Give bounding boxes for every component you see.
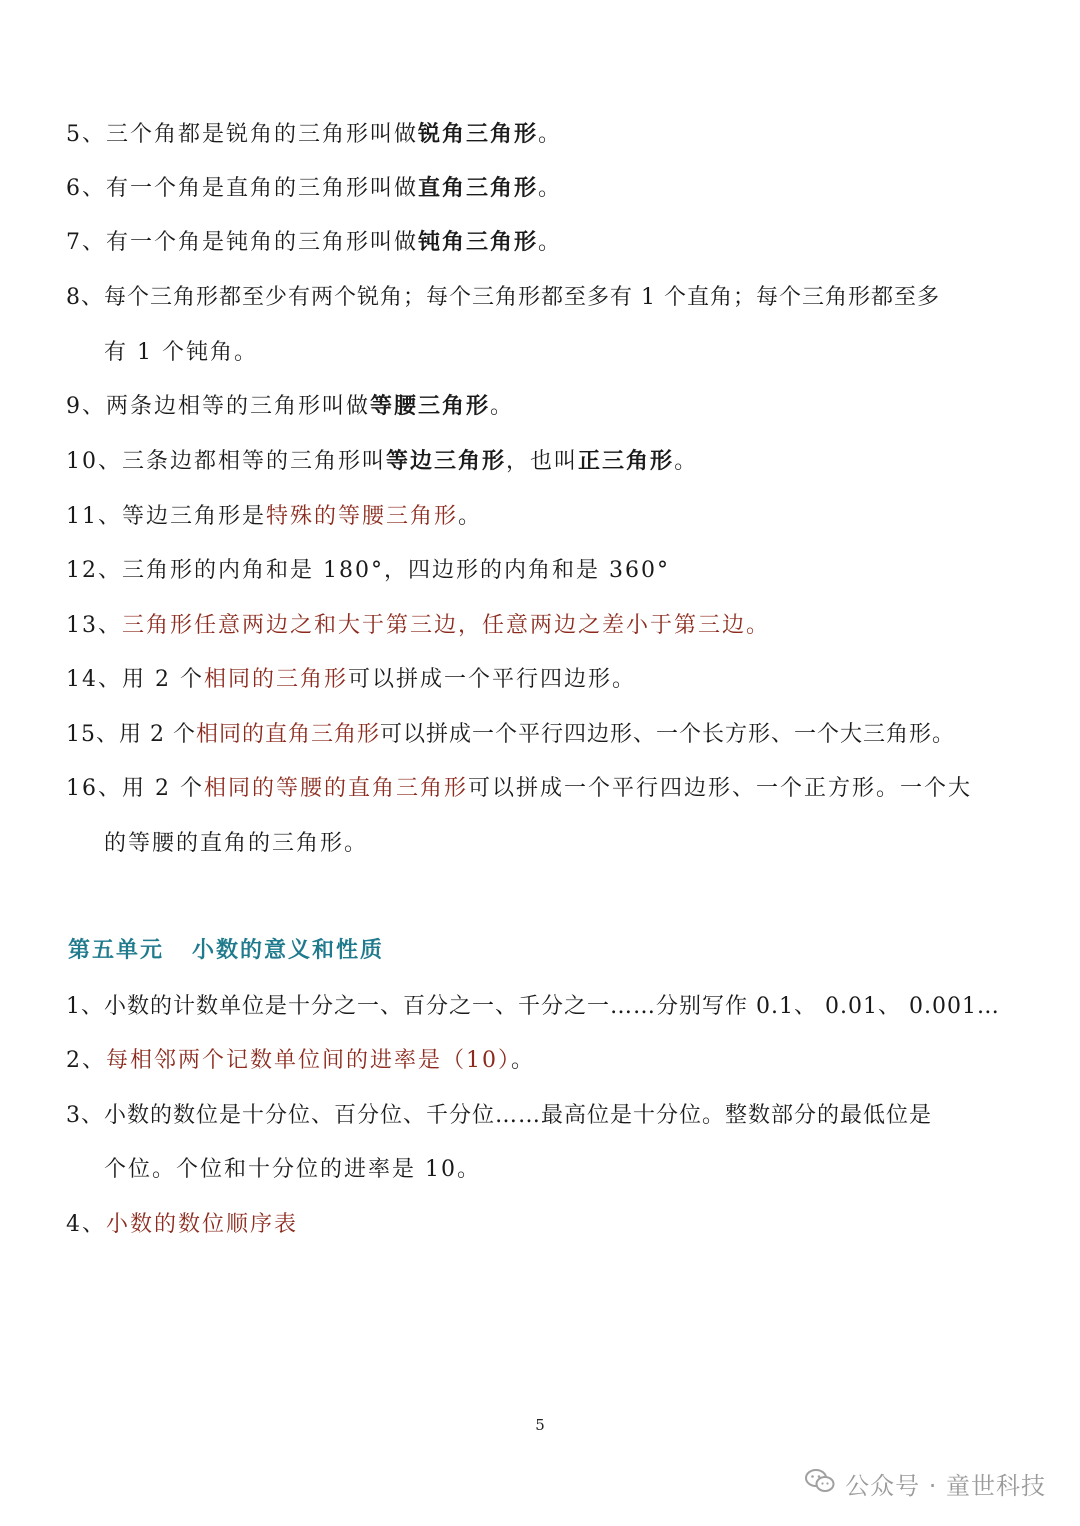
item-text: 用 2 个: [119, 722, 196, 747]
item-text: 。: [490, 394, 515, 419]
page-number: 5: [535, 1416, 545, 1434]
item-8: [66, 283, 940, 313]
item-text: 。: [458, 504, 483, 529]
item-text: 。: [511, 1048, 536, 1073]
item-14: [66, 665, 636, 695]
unit5-item-2: [66, 1046, 535, 1076]
item-number: 15、: [66, 722, 119, 747]
item-10: [66, 447, 698, 477]
term-bold: 等腰三角形: [370, 394, 491, 419]
item-number: 16、: [66, 776, 122, 801]
unit-number: 第五单元: [68, 938, 165, 963]
item-text: 。: [538, 176, 563, 201]
unit5-item-3-continued: [104, 1155, 481, 1185]
unit5-item-1: [66, 992, 1000, 1022]
item-text: 三个角都是锐角的三角形叫做: [106, 122, 419, 147]
item-9: [66, 392, 514, 422]
item-12: [66, 556, 670, 586]
item-number: 4、: [66, 1212, 106, 1237]
item-7: [66, 228, 562, 258]
watermark: [805, 1466, 1046, 1501]
item-5: [66, 120, 562, 150]
item-number: 1、: [66, 994, 104, 1019]
unit5-item-4: [66, 1210, 298, 1240]
term-bold: 直角三角形: [418, 176, 539, 201]
item-number: 12、: [66, 558, 122, 583]
item-text: 两条边相等的三角形叫做: [106, 394, 371, 419]
item-text: 用 2 个: [122, 667, 204, 692]
item-text: 三角形的内角和是 180°，四边形的内角和是 360°: [122, 558, 670, 583]
item-number: 5、: [66, 122, 106, 147]
item-text: 三条边都相等的三角形叫: [122, 449, 387, 474]
item-text: 等边三角形是: [122, 504, 267, 529]
item-number: 7、: [66, 230, 106, 255]
term-bold: 正三角形: [578, 449, 675, 474]
item-6: [66, 174, 562, 204]
item-number: 11、: [66, 504, 122, 529]
item-number: 9、: [66, 394, 106, 419]
item-text: 用 2 个: [122, 776, 204, 801]
unit-title: 小数的意义和性质: [192, 938, 385, 963]
item-number: 10、: [66, 449, 122, 474]
term-bold: 锐角三角形: [418, 122, 539, 147]
item-15: [66, 720, 955, 750]
wechat-icon: [805, 1468, 845, 1500]
highlight-text: 相同的等腰的直角三角形: [203, 776, 468, 801]
item-text: 有一个角是直角的三角形叫做: [106, 176, 419, 201]
term-bold: 钝角三角形: [418, 230, 539, 255]
item-text: 有 1 个钝角。: [104, 340, 258, 365]
item-text: 。: [674, 449, 699, 474]
highlight-text: 相同的直角三角形: [195, 722, 380, 747]
unit-heading: [68, 936, 384, 966]
item-text: 。: [538, 122, 563, 147]
item-number: 3、: [66, 1103, 104, 1128]
item-number: 6、: [66, 176, 106, 201]
item-text: 小数的计数单位是十分之一、百分之一、千分之一……分别写作 0.1、 0.01、 0.001…: [104, 994, 1000, 1019]
highlight-text: 特殊的等腰三角形: [266, 504, 459, 529]
item-16: [66, 774, 972, 804]
item-text: 个位。个位和十分位的进率是 10。: [104, 1157, 481, 1182]
item-text: 的等腰的直角的三角形。: [104, 831, 369, 856]
item-16-continued: [104, 829, 368, 859]
item-text: 可以拼成一个平行四边形。: [348, 667, 637, 692]
item-text: ，也叫: [506, 449, 579, 474]
item-number: 2、: [66, 1048, 106, 1073]
highlight-text: 三角形任意两边之和大于第三边，任意两边之差小于第三边。: [122, 613, 771, 638]
item-text: 可以拼成一个平行四边形、一个正方形。一个大: [468, 776, 973, 801]
item-11: [66, 502, 482, 532]
highlight-text: 小数的数位顺序表: [106, 1212, 299, 1237]
item-number: 8、: [66, 285, 104, 310]
item-number: 13、: [66, 613, 122, 638]
item-text: 每个三角形都至少有两个锐角；每个三角形都至多有 1 个直角；每个三角形都至多: [104, 285, 940, 310]
item-text: 可以拼成一个平行四边形、一个长方形、一个大三角形。: [380, 722, 956, 747]
item-text: 有一个角是钝角的三角形叫做: [106, 230, 419, 255]
item-8-continued: [104, 338, 258, 368]
highlight-text: 每相邻两个记数单位间的进率是（10）: [106, 1048, 511, 1073]
unit5-item-3: [66, 1101, 932, 1131]
item-text: 小数的数位是十分位、百分位、千分位……最高位是十分位。整数部分的最低位是: [104, 1103, 933, 1128]
item-13: [66, 611, 770, 641]
term-bold: 等边三角形: [386, 449, 507, 474]
item-number: 14、: [66, 667, 122, 692]
watermark-text: 公众号 · 童世科技: [845, 1472, 1046, 1500]
item-text: 。: [538, 230, 563, 255]
highlight-text: 相同的三角形: [203, 667, 348, 692]
